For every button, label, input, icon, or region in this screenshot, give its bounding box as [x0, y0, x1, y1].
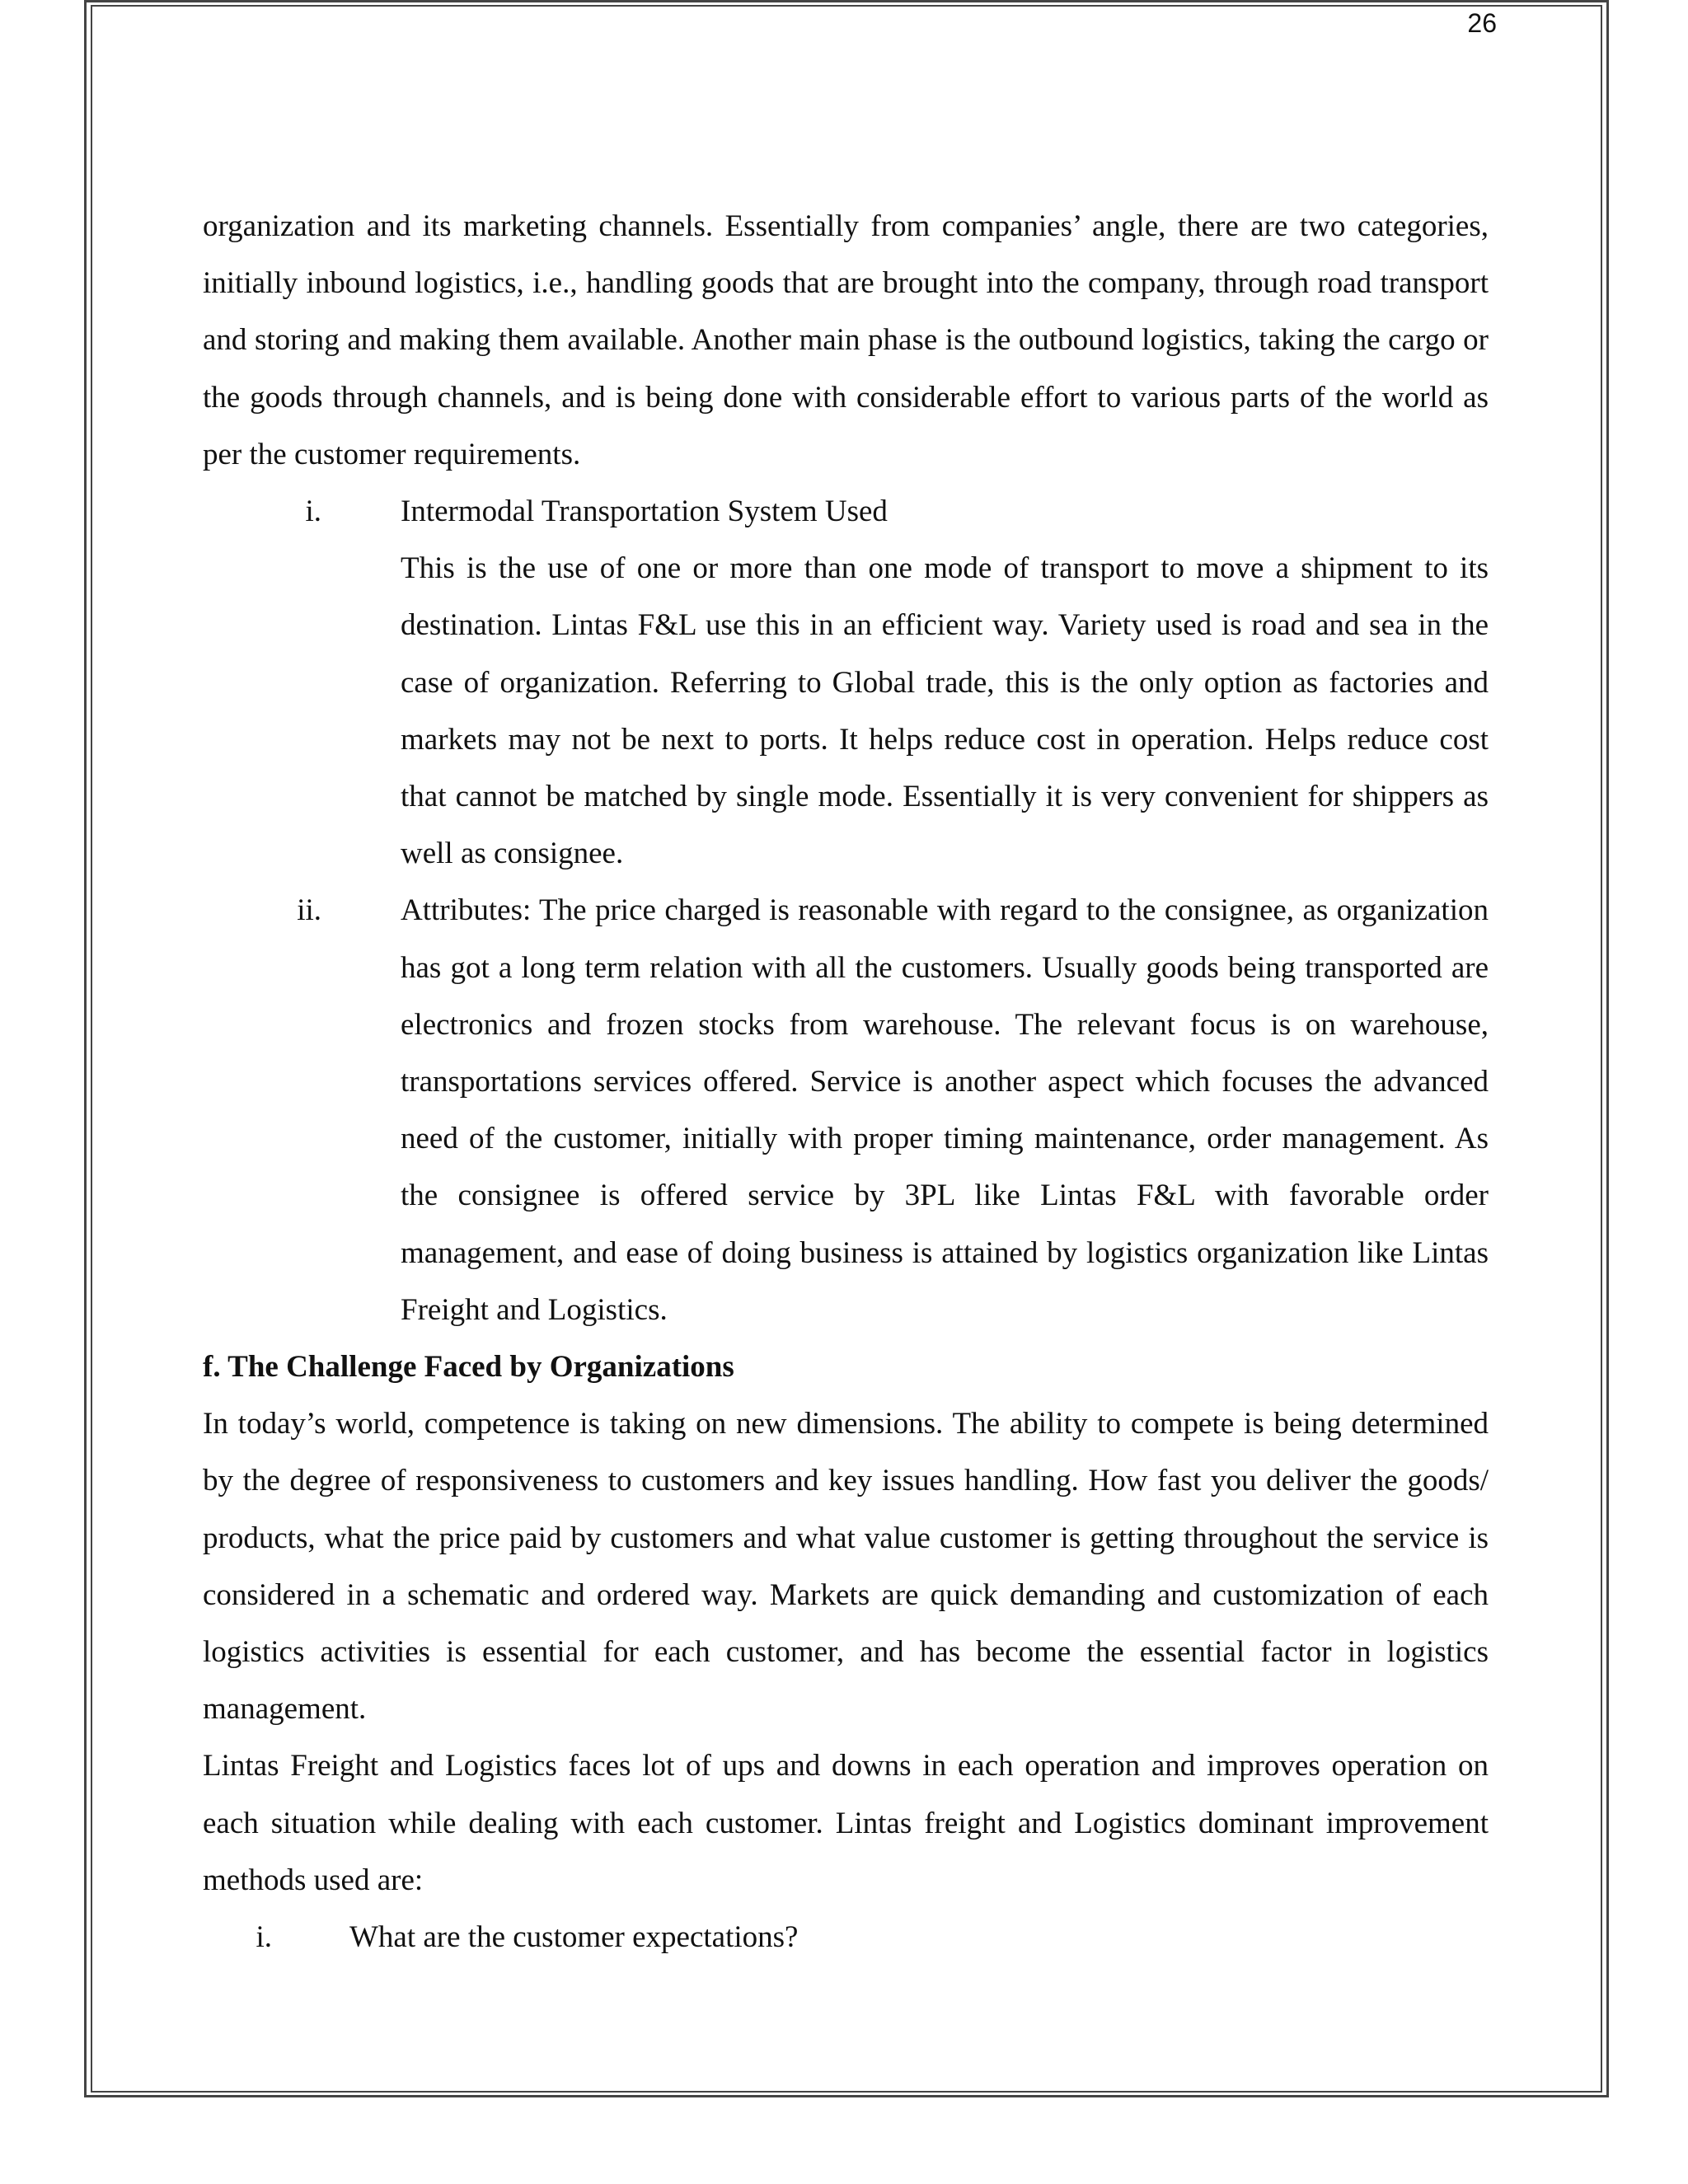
section-paragraph-2: Lintas Freight and Logistics faces lot of ups and downs in each operation and improves operation on each situation while dealing with each customer. Lintas freight and Logistics dominant improvement methods used are: [203, 1749, 1489, 1897]
list-item-text: What are the customer expectations? [349, 1920, 799, 1955]
section-paragraph-1: In today’s world, competence is taking on new dimensions. The ability to compete is being determined by the degree of responsiveness to customers and key issues handling. How fast you deliver the goods/ products, what the price paid by customers and what value customer is getting throughout the service is considered in a schematic and ordered way. Markets are quick demanding and customization of each logistics activities is essential for each customer, and has become the essential factor in logistics management. [203, 1407, 1489, 1727]
list-item-body [321, 882, 1489, 1338]
logistics-list [203, 483, 1489, 1338]
list-marker: ii. [297, 893, 321, 928]
list-item-body [272, 1909, 1489, 1966]
list-item-customer-expectations [203, 1909, 1489, 1966]
list-item-attributes [203, 882, 1489, 1338]
list-item-text: Attributes: The price charged is reasonable with regard to the consignee, as organization has got a long term relation with all the customers. Usually goods being transported are electronics and frozen stocks from warehouse. The relevant focus is on warehouse, transportations services offered. Service is another aspect which focuses the advanced need of the customer, initially with proper timing maintenance, order management. As the consignee is offered service by 3PL like Lintas F&L with favorable order management, and ease of doing business is attained by logistics organization like Lintas Freight and Logistics. [401, 893, 1489, 1327]
intro-paragraph: organization and its marketing channels. Essentially from companies’ angle, there are two categories, initially inbound logistics, i.e., handling goods that are brought into the company, through road transport and storing and making them available. Another main phase is the outbound logistics, taking the cargo or the goods through channels, and is being done with considerable effort to various parts of the world as per the customer requirements. [203, 209, 1489, 471]
list-item-body [321, 483, 1489, 882]
page-number: 26 [1467, 8, 1497, 38]
list-marker: i. [256, 1920, 272, 1955]
list-item-title: Intermodal Transportation System Used [401, 494, 888, 529]
section-heading: f. The Challenge Faced by Organizations [203, 1350, 734, 1385]
list-marker: i. [305, 494, 321, 529]
improvement-methods-list [203, 1909, 1489, 1966]
list-item-text: This is the use of one or more than one mode of transport to move a shipment to its destination. Lintas F&L use this in an efficient way. Variety used is road and sea in the case of organization. Referring to Global trade, this is the only option as factories and markets may not be next to ports. It helps reduce cost in operation. Helps reduce cost that cannot be matched by single mode. Essentially it is very convenient for shippers as well as consignee. [401, 551, 1489, 871]
list-item-intermodal [203, 483, 1489, 882]
page-content [203, 198, 1489, 1966]
